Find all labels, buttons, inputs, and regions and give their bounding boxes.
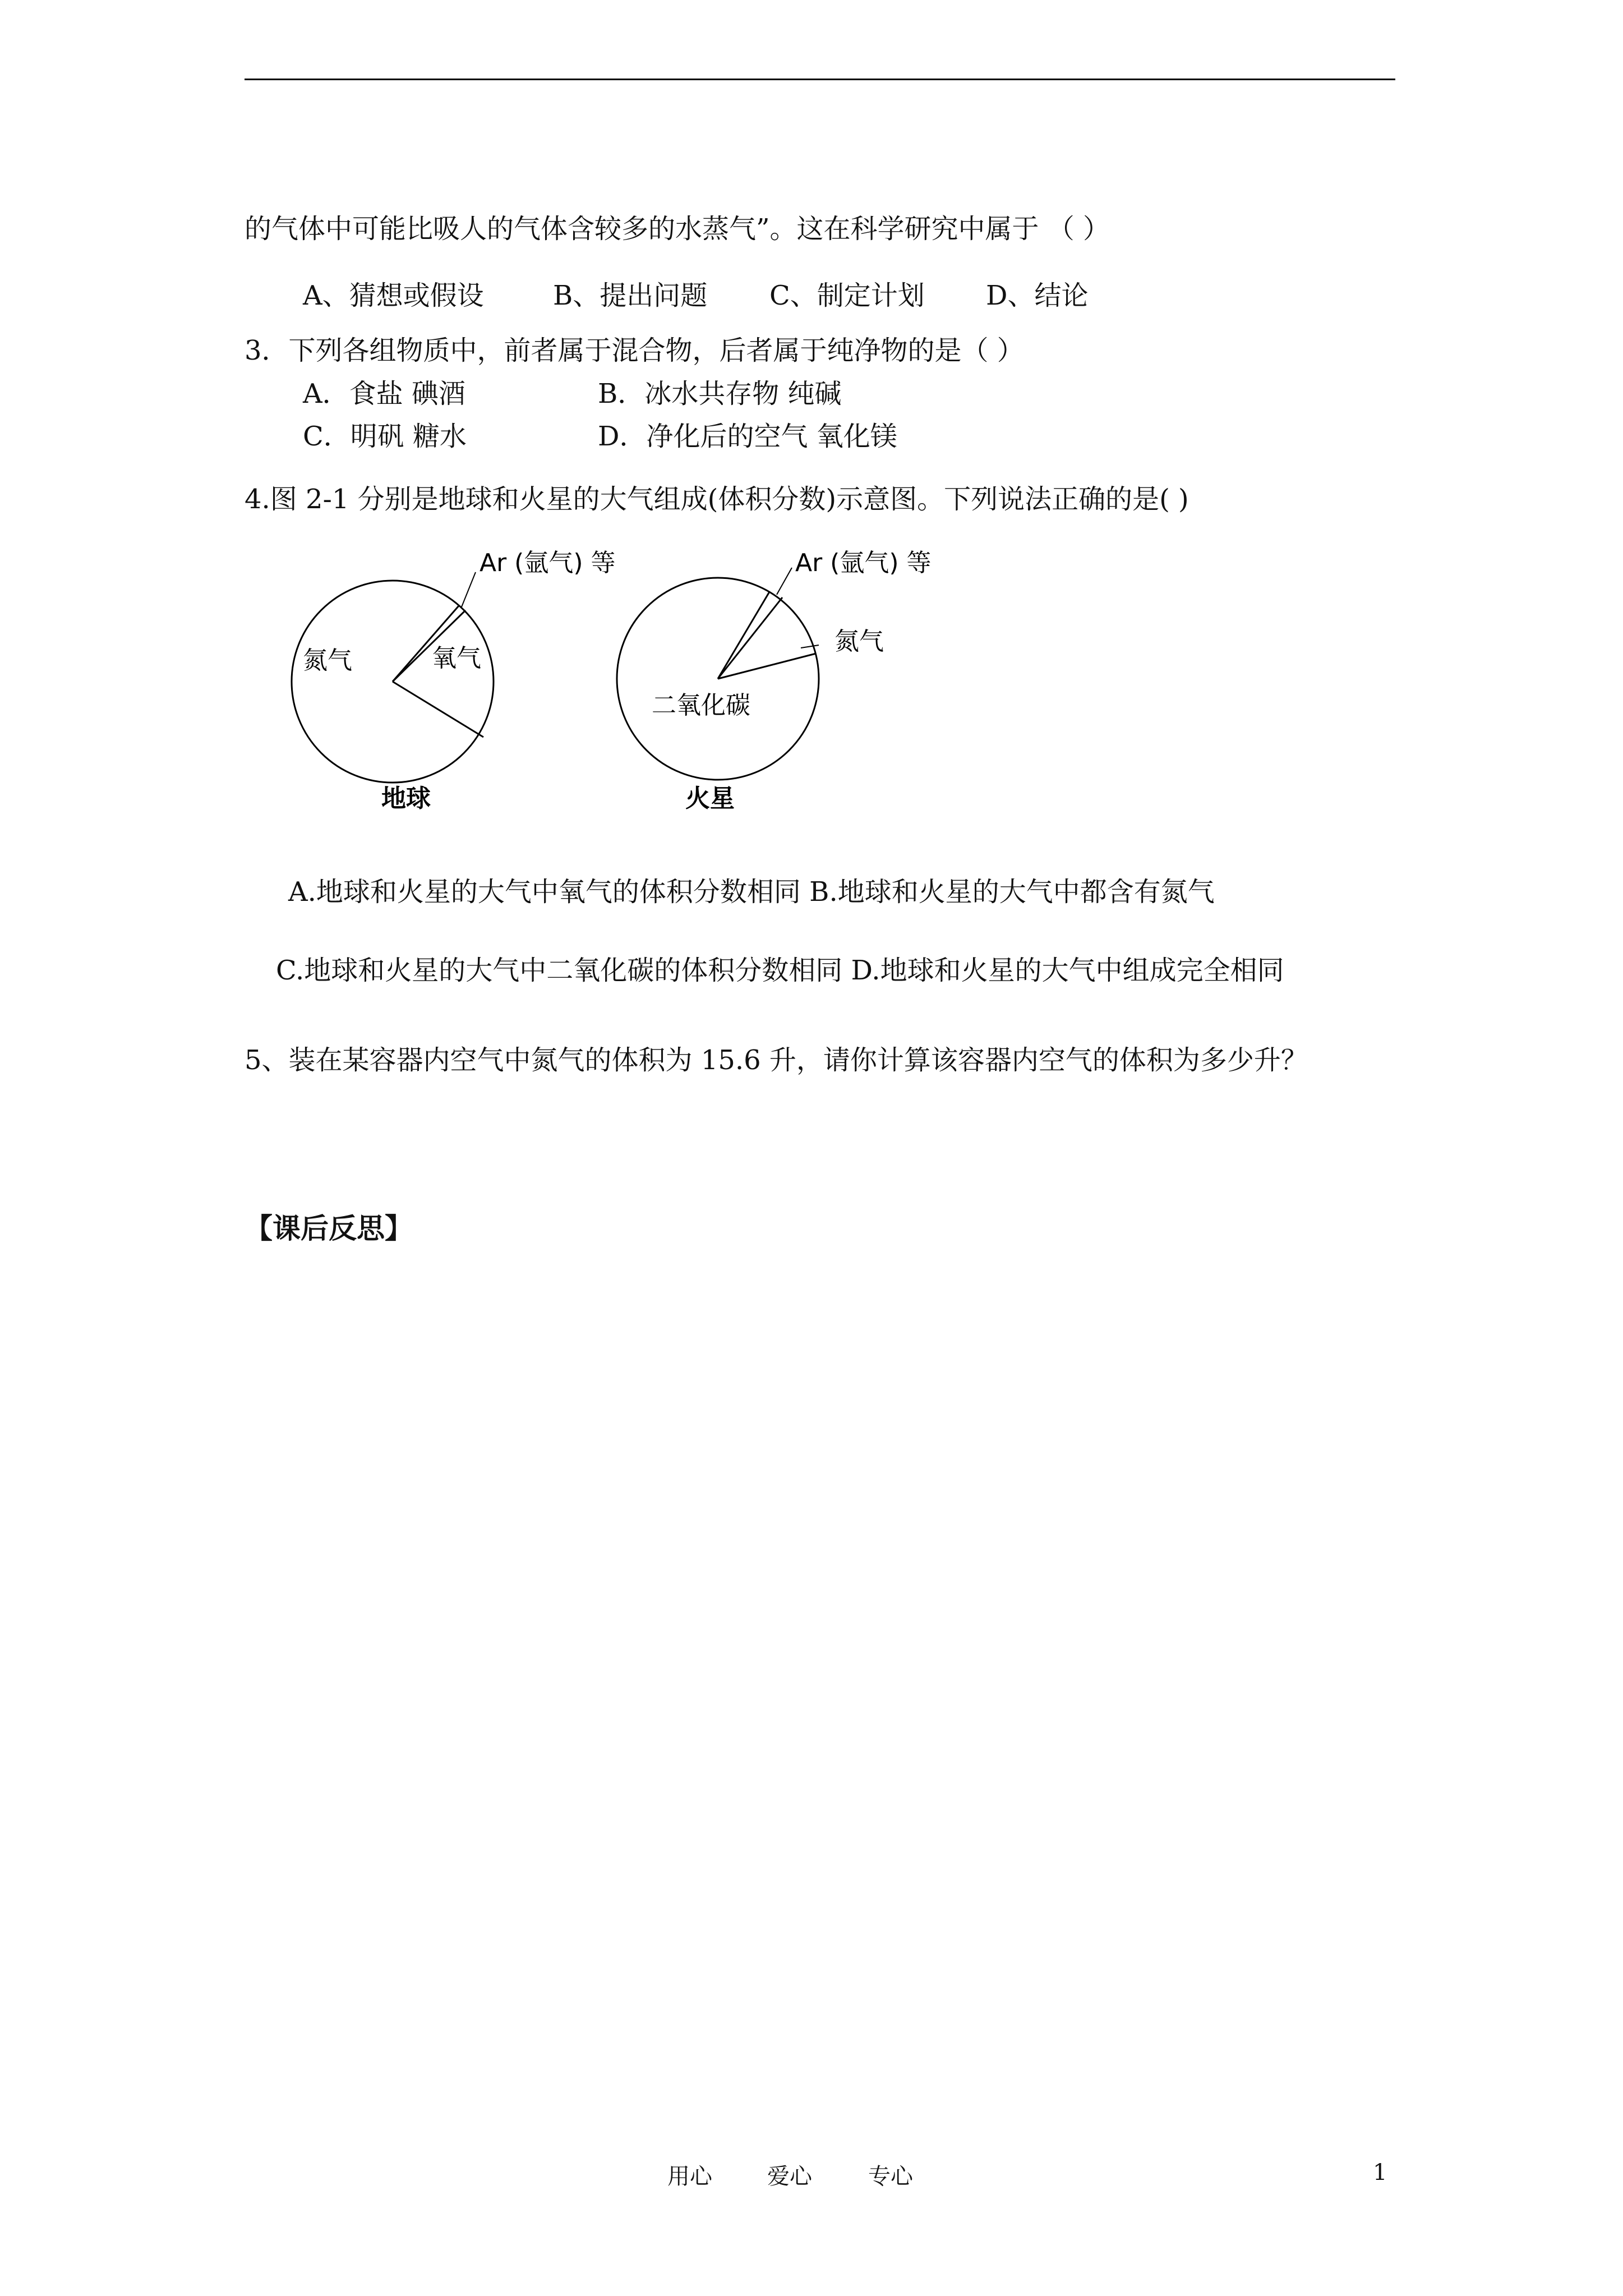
- mars-ar-edge-2: [718, 597, 782, 679]
- earth-label-oxygen: 氧气: [432, 644, 481, 673]
- q2-options: [303, 279, 1089, 312]
- mars-ar-leader: [777, 568, 792, 595]
- q5-stem: 5、装在某容器内空气中氮气的体积为 15.6 升，请你计算该容器内空气的体积为多少升？: [245, 1045, 1308, 1076]
- page-number: 1: [1373, 2160, 1387, 2185]
- footer-motto-3: 专心: [868, 2164, 913, 2189]
- earth-label-nitrogen: 氮气: [303, 646, 352, 675]
- mars-label-nitrogen: 氮气: [834, 627, 884, 656]
- footer-motto-1: 用心: [667, 2164, 712, 2189]
- q2-option-c: C、制定计划: [769, 280, 925, 311]
- mars-label-co2: 二氧化碳: [652, 691, 750, 720]
- mars-nitrogen-edge: [718, 654, 816, 679]
- q2-option-a: A、猜想或假设: [303, 280, 484, 311]
- q2-option-d: D、结论: [986, 280, 1089, 311]
- mars-pie: [617, 549, 932, 813]
- q3-options-row-1: [303, 377, 842, 411]
- footer-motto-2: 爱心: [767, 2164, 812, 2189]
- earth-caption: 地球: [381, 784, 431, 813]
- atmosphere-composition-diagram: [280, 539, 976, 819]
- q2-continuation: 的气体中可能比吸人的气体含较多的水蒸气”。这在科学研究中属于 （ ）: [245, 213, 1110, 245]
- header-rule: [245, 79, 1395, 80]
- mars-nitrogen-leader: [801, 645, 819, 648]
- q3-option-a: A．食盐 碘酒: [303, 378, 465, 409]
- q3-option-d: D．净化后的空气 氧化镁: [598, 421, 897, 452]
- mars-ar-edge-1: [718, 592, 769, 679]
- mars-label-ar: Ar (氩气) 等: [795, 549, 932, 577]
- q2-option-b: B、提出问题: [553, 280, 708, 311]
- q3-option-c: C．明矾 糖水: [303, 421, 467, 452]
- q4-stem: 4.图 2-1 分别是地球和火星的大气组成(体积分数)示意图。下列说法正确的是( ): [245, 484, 1189, 515]
- mars-caption: 火星: [685, 784, 735, 813]
- earth-pie: [292, 549, 616, 813]
- reflection-heading: 【课后反思】: [245, 1212, 413, 1245]
- earth-label-ar: Ar (氩气) 等: [479, 549, 616, 577]
- earth-ar-leader: [462, 572, 476, 607]
- earth-oxygen-edge: [393, 682, 483, 737]
- q4-options-ab: A.地球和火星的大气中氧气的体积分数相同 B.地球和火星的大气中都含有氮气: [288, 876, 1215, 908]
- q4-options-cd: C.地球和火星的大气中二氧化碳的体积分数相同 D.地球和火星的大气中组成完全相同: [276, 955, 1284, 986]
- q3-option-b: B．冰水共存物 纯碱: [598, 378, 842, 409]
- q3-stem: 3．下列各组物质中，前者属于混合物，后者属于纯净物的是（ ）: [245, 335, 1024, 366]
- q3-options-row-2: [303, 420, 897, 453]
